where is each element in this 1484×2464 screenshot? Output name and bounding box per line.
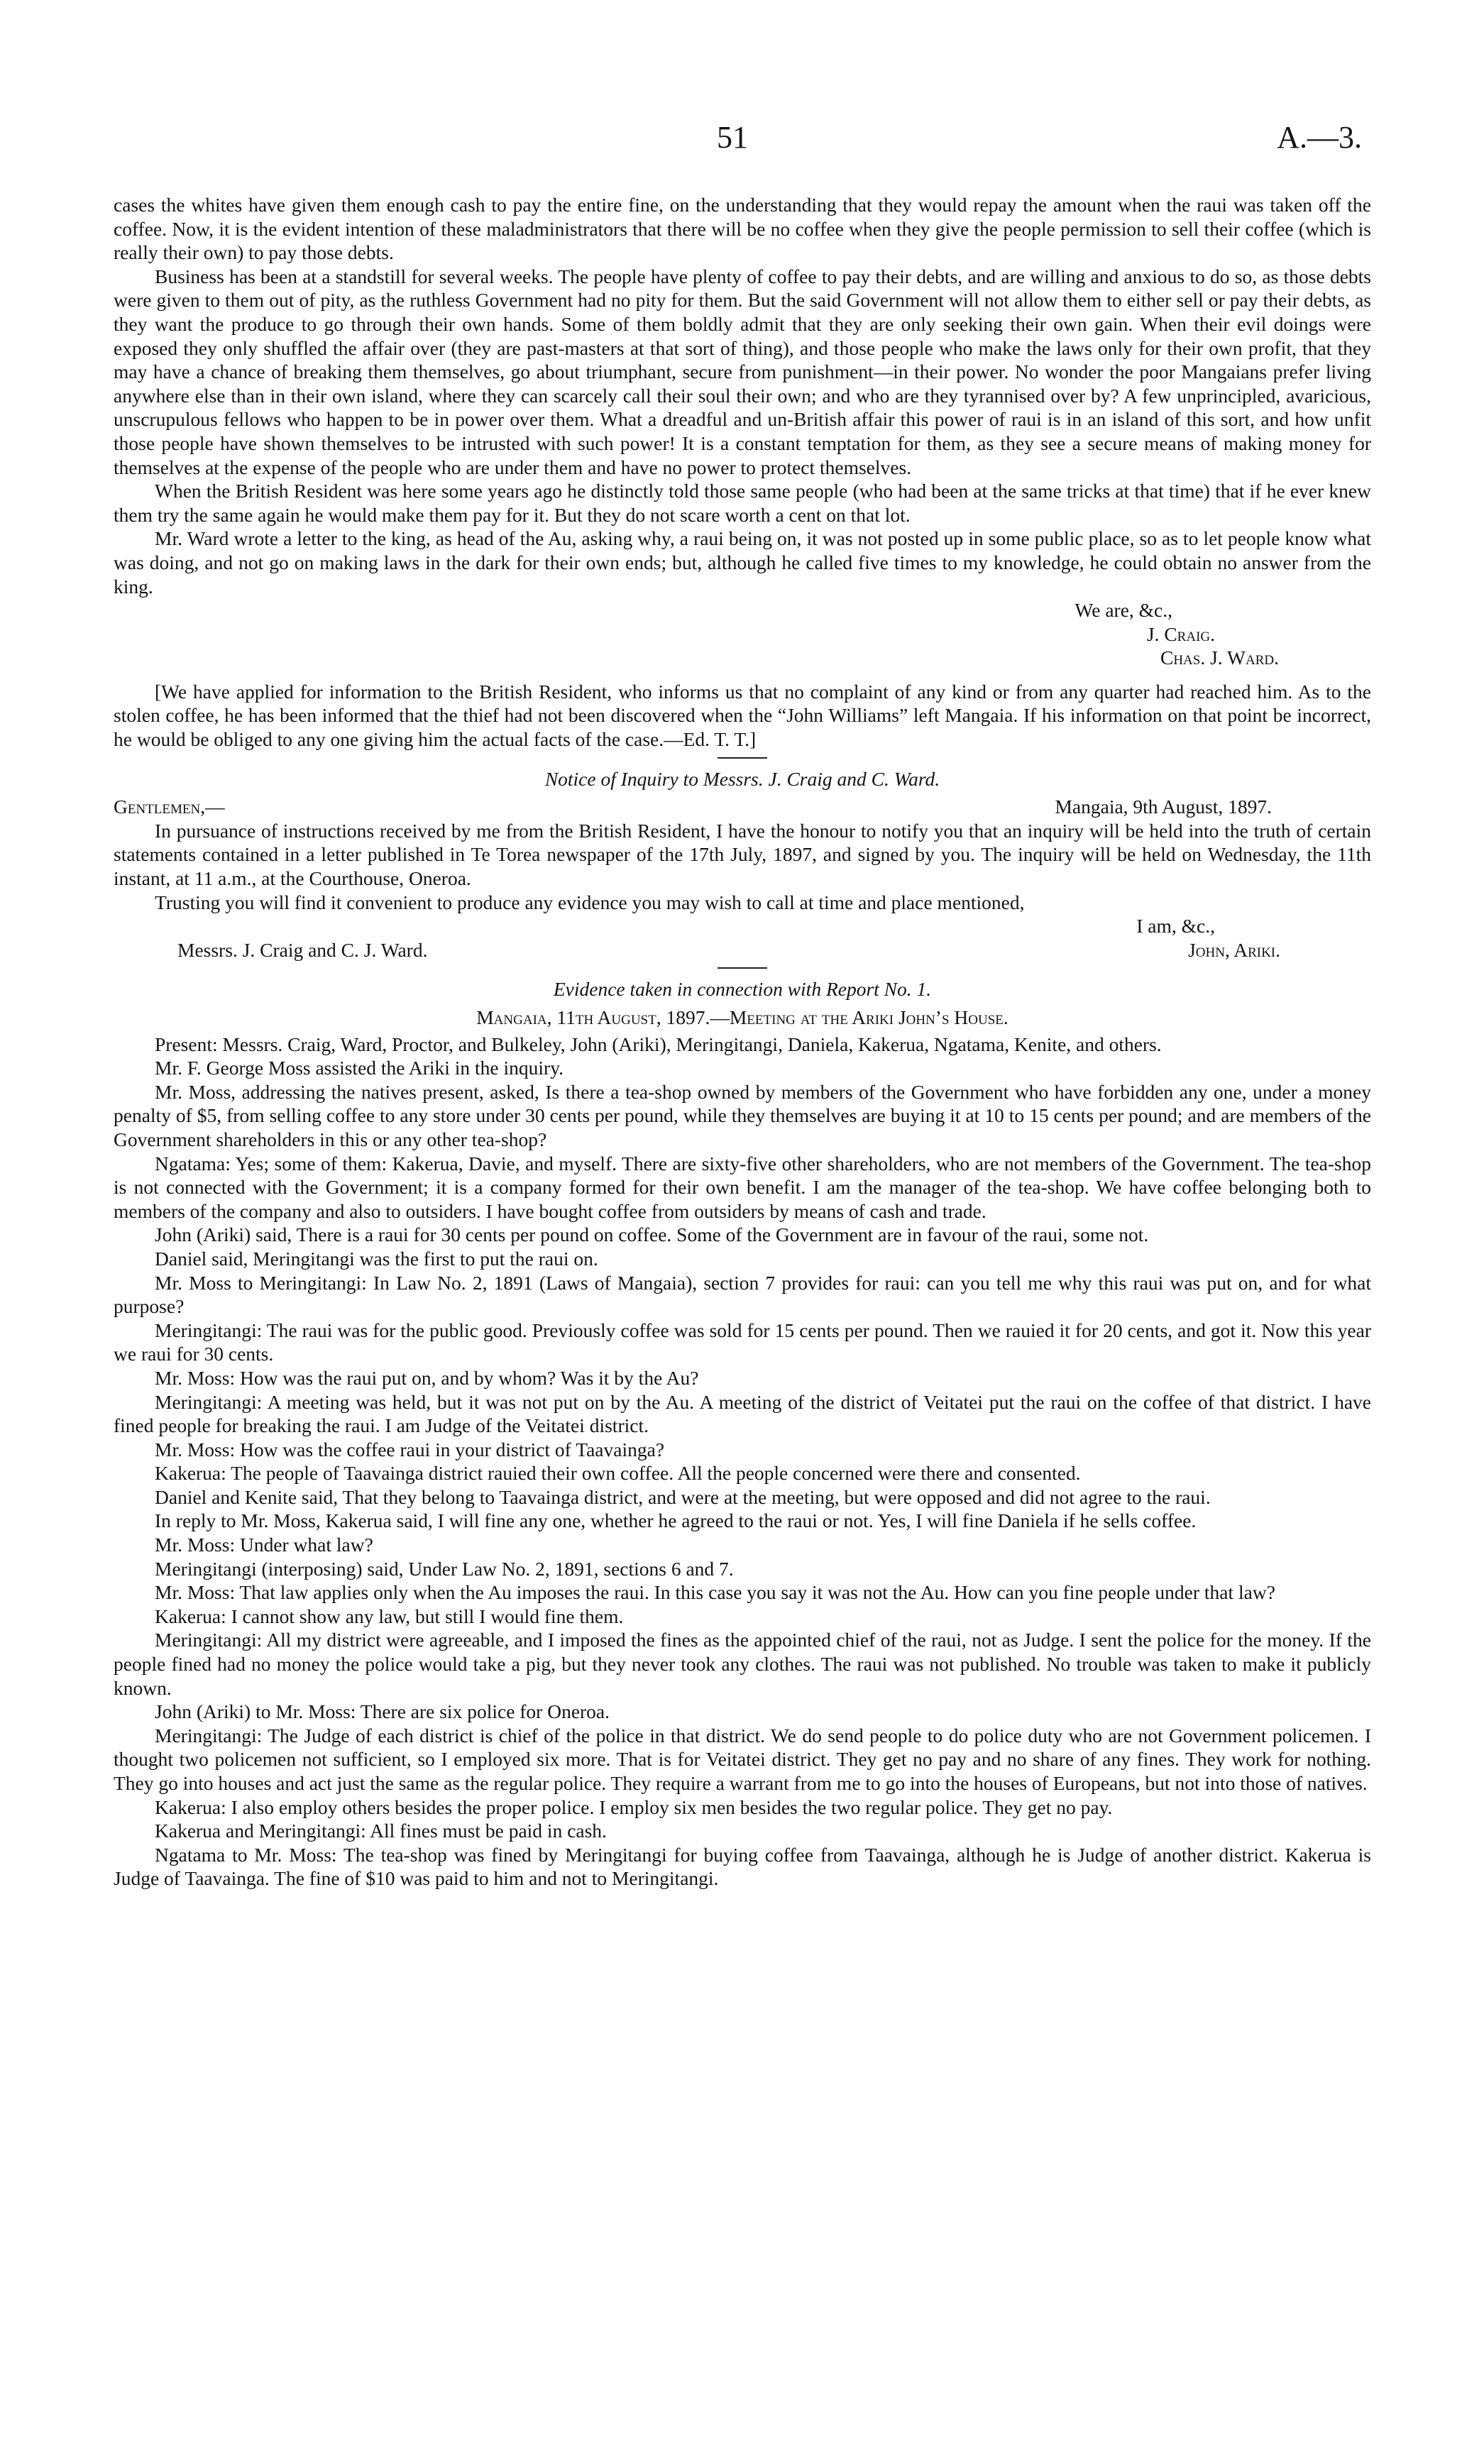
signature: John, Ariki. bbox=[1188, 938, 1280, 961]
paragraph: Meringitangi: The raui was for the public good. Previously coffee was sold for 15 cents per pound. Then we rauied it for 20 cents, and got it. Now this year we raui for 30 cents. bbox=[114, 1319, 1371, 1365]
paragraph: Kakerua: I also employ others besides the proper police. I employ six men besides the two regular police. They get no pay. bbox=[155, 1795, 1113, 1818]
paragraph: Meringitangi (interposing) said, Under Law No. 2, 1891, sections 6 and 7. bbox=[155, 1557, 734, 1580]
paragraph: Mr. Moss to Meringitangi: In Law No. 2, 1891 (Laws of Mangaia), section 7 provides for raui: can you tell me why this raui was put on, and for what purpose? bbox=[114, 1271, 1371, 1318]
page-header bbox=[0, 119, 1484, 162]
editor-note: [We have applied for information to the British Resident, who informs us that no complaint of any kind or from any quarter had reached him. As to the stolen coffee, he has been informed that the thief had not been discovered when the “John Williams” left Mangaia. If his information on that point be incorrect, he would be obliged to any one giving him the actual facts of the case.—Ed. T. T.] bbox=[114, 680, 1371, 751]
paragraph: John (Ariki) said, There is a raui for 30 cents per pound on coffee. Some of the Government are in favour of the raui, some not. bbox=[155, 1223, 1149, 1246]
paragraph: Business has been at a standstill for several weeks. The people have plenty of coffee to pay their debts, and are willing and anxious to do so, as those debts were given to them out of pity, as the ruthless Government had no pity for them. But the said Government will not allow them to either sell or pay their debts, as they want the produce to go through their own hands. Some of them boldly admit that they are only seeking their own gain. When their evil doings were exposed they only shuffled the affair over (they are past-masters at that sort of thing), and those people who make the laws only for their own profit, that they may have a chance of breaking them themselves, go about triumphant, secure from punishment—in their power. No wonder the poor Mangaians prefer living anywhere else than in their own island, where they can scarcely call their soul their own; and who are they tyrannised over by? A few unprincipled, avaricious, unscrupulous fellows who happen to be in power over them. What a dreadful and un-British affair this power of raui is in an island of this sort, and how unfit those people have shown themselves to be intrusted with such power! It is a constant temptation for them, as they see a secure means of making money for themselves at the expense of the people who are under them and have no power to protect themselves. bbox=[114, 265, 1371, 478]
signature: J. Craig. bbox=[1146, 622, 1215, 645]
paragraph: Mr. Moss: How was the coffee raui in your district of Taavainga? bbox=[155, 1438, 664, 1461]
paragraph: Daniel and Kenite said, That they belong to Taavainga district, and were at the meeting, but were opposed and did not agree to the raui. bbox=[155, 1485, 1211, 1508]
paragraph: Present: Messrs. Craig, Ward, Proctor, and Bulkeley, John (Ariki), Meringitangi, Daniela, Kakerua, Ngatama, Kenite, and others. bbox=[155, 1033, 1162, 1055]
meeting-heading: Mangaia, 11th August, 1897.—Meeting at the Ariki John’s House. bbox=[476, 1006, 1008, 1028]
addressee: Messrs. J. Craig and C. J. Ward. bbox=[177, 938, 428, 961]
closing: I am, &c., bbox=[1136, 915, 1215, 937]
paragraph: cases the whites have given them enough cash to pay the entire fine, on the understanding that they would repay the amount when the raui was taken off the coffee. Now, it is the evident intention of these maladministrators that there will be no coffee when they give the people permission to sell their coffee (which is really their own) to pay those debts. bbox=[114, 194, 1371, 264]
paragraph: Daniel said, Meringitangi was the first to put the raui on. bbox=[155, 1247, 598, 1270]
letter-date: Mangaia, 9th August, 1897. bbox=[1055, 796, 1272, 818]
signature: Chas. J. Ward. bbox=[1160, 647, 1279, 669]
paragraph: Mr. Ward wrote a letter to the king, as head of the Au, asking why, a raui being on, it was not posted up in some public place, so as to let people know what was doing, and not go on making laws in the dark for their own ends; but, although he called five times to my knowledge, he could obtain no answer from the king. bbox=[114, 527, 1371, 598]
paragraph: Ngatama: Yes; some of them: Kakerua, Davie, and myself. There are sixty-five other shareholders, who are not members of the Government. The tea-shop is not connected with the Government; it is a company formed for their own benefit. I am the manager of the tea-shop. We have coffee belonging both to members of the company and also to outsiders. I have bought coffee from outsiders by means of cash and trade. bbox=[114, 1152, 1371, 1222]
document-body bbox=[114, 193, 1371, 1891]
paragraph: Mr. Moss: That law applies only when the Au imposes the raui. In this case you say it was not the Au. How can you fine people under that law? bbox=[155, 1581, 1275, 1604]
paragraph: Mr. F. George Moss assisted the Ariki in the inquiry. bbox=[155, 1057, 564, 1079]
paragraph: Kakerua: I cannot show any law, but still I would fine them. bbox=[155, 1605, 624, 1627]
divider bbox=[718, 967, 767, 969]
paragraph: In reply to Mr. Moss, Kakerua said, I will fine any one, whether he agreed to the raui or not. Yes, I will fine Daniela if he sells coffee. bbox=[155, 1509, 1197, 1532]
paragraph: Meringitangi: The Judge of each district is chief of the police in that district. We do send people to do police duty who are not Government policemen. I thought two policemen not sufficient, so I employed six more. That is for Veitatei district. They get no pay and no share of any fines. They work for nothing. They go into houses and act just the same as the regular police. They require a warrant from me to go into the houses of Europeans, but not into those of natives. bbox=[114, 1724, 1371, 1794]
closing: We are, &c., bbox=[1074, 599, 1172, 622]
paragraph: Mr. Moss: Under what law? bbox=[155, 1534, 373, 1556]
paragraph: In pursuance of instructions received by me from the British Resident, I have the honour to notify you that an inquiry will be held into the truth of certain statements contained in a letter published in Te Torea newspaper of the 17th July, 1897, and signed by you. The inquiry will be held on Wednesday, the 11th instant, at 11 a.m., at the Courthouse, Oneroa. bbox=[114, 819, 1371, 890]
salutation: Gentlemen,— bbox=[114, 796, 225, 818]
paragraph: Meringitangi: A meeting was held, but it was not put on by the Au. A meeting of the district of Veitatei put the raui on the coffee of that district. I have fined people for breaking the raui. I am Judge of the Veitatei district. bbox=[114, 1390, 1371, 1437]
document-reference: A.—3. bbox=[1277, 120, 1362, 155]
paragraph: Mr. Moss, addressing the natives present, asked, Is there a tea-shop owned by members of the Government who have forbidden any one, under a money penalty of $5, from selling coffee to any store under 30 cents per pound, while they themselves are buying it at 10 to 15 cents per pound; and are members of the Government shareholders in this or any other tea-shop? bbox=[114, 1080, 1371, 1150]
paragraph: Ngatama to Mr. Moss: The tea-shop was fined by Meringitangi for buying coffee from Taavainga, although he is Judge of another district. Kakerua is Judge of Taavainga. The fine of $10 was paid to him and not to Meringitangi. bbox=[114, 1843, 1371, 1890]
paragraph: Kakerua: The people of Taavainga district rauied their own coffee. All the people concerned were there and consented. bbox=[155, 1462, 1081, 1485]
paragraph: When the British Resident was here some years ago he distinctly told those same people (who had been at the same tricks at that time) that if he ever knew them try the same again he would make them pay for it. But they do not scare worth a cent on that lot. bbox=[114, 480, 1371, 526]
page-number: 51 bbox=[717, 120, 748, 155]
paragraph: John (Ariki) to Mr. Moss: There are six police for Oneroa. bbox=[155, 1700, 610, 1723]
letter-footer bbox=[114, 938, 1371, 962]
paragraph: Mr. Moss: How was the raui put on, and by whom? Was it by the Au? bbox=[155, 1366, 699, 1389]
paragraph: Meringitangi: All my district were agreeable, and I imposed the fines as the appointed chief of the raui, not as Judge. I sent the police for the money. If the people fined had no money the police would take a pig, but they never took any clothes. The raui was not published. No trouble was taken to make it publicly known. bbox=[114, 1629, 1371, 1699]
paragraph: Kakerua and Meringitangi: All fines must be paid in cash. bbox=[155, 1820, 607, 1842]
section-heading: Notice of Inquiry to Messrs. J. Craig and C. Ward. bbox=[544, 767, 940, 790]
divider bbox=[718, 757, 767, 759]
letter-header bbox=[114, 795, 1371, 819]
paragraph: Trusting you will find it convenient to produce any evidence you may wish to call at time and place mentioned, bbox=[155, 891, 1025, 913]
section-heading: Evidence taken in connection with Report No. 1. bbox=[553, 978, 932, 1001]
